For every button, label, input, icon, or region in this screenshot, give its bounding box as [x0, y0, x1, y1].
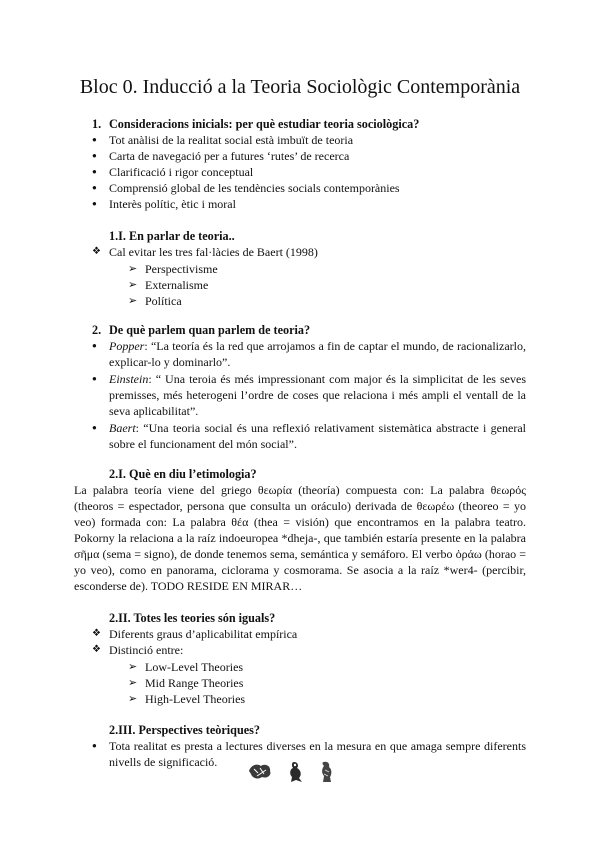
quote-item: [92, 338, 526, 370]
section-1-bullet-list: [92, 132, 532, 212]
etymology-paragraph: La palabra teoría viene del griego θεωρία (theoría) compuesta con: La palabra θεωρός (theoros = espectador, persona que consulta un oráculo) derivada de θεωρέω (theoreo = yo veo) formada con: La palabra θέα (thea = visión) que encontramos en la palabra teatro. Pokorny la relaciona a la raíz indoeuropea *dheja-, que también estaría presente en la palabra σῆμα (sema = signo), de donde tenemos sema, semántica y semáforo. El verbo ὁράω (horao = yo veo), como en panorama, ciclorama y cosmorama. Se asocia a la raíz *wer4- (percibir, esconderse de). TODO RESIDE EN MIRAR…: [74, 483, 526, 593]
list-item: ➢ Mid Range Theories: [128, 675, 428, 691]
quote-item: [92, 371, 526, 419]
quote-item: [92, 420, 526, 452]
list-item: ➢ Externalisme: [128, 277, 428, 293]
section-2-2-arrow-list: [128, 659, 428, 707]
section-2-quote-list: [92, 338, 526, 453]
ink-sketch-image-1: [245, 760, 275, 782]
quote-author: Einstein: [109, 372, 149, 386]
section-2-2-diamond-list: [92, 626, 532, 658]
list-item: ● Carta de navegació per a futures ‘rutes’ de recerca: [92, 148, 532, 164]
section-1-1-arrow-list: [128, 261, 428, 309]
quote-text: : “La teoría és la red que arrojamos a fin de captar el mundo, de racionalizarlo, explicar-lo y dominarlo”.: [109, 339, 526, 369]
list-item: ● Clarificació i rigor conceptual: [92, 164, 532, 180]
ink-sketch-image-3: [319, 760, 335, 784]
list-item: ➢ High-Level Theories: [128, 691, 428, 707]
quote-text: : “ Una teroia és més impressionant com major és la simplicitat de les seves premisses, més heterogeni l’ordre de coses que relaciona i més ampli el ventall de la seva aplicabilitat”.: [109, 372, 526, 418]
section-2-number: 2.: [92, 323, 102, 337]
section-2-title: De què parlem quan parlem de teoria?: [109, 323, 311, 337]
quote-author: Baert: [109, 421, 136, 435]
list-item: ● Interès polític, ètic i moral: [92, 196, 532, 212]
quote-text: : “Una teoria social és una reflexió relativament sistemàtica abstracte i general sobre el funcionament del món social”.: [109, 421, 526, 451]
section-2-1-heading: 2.I. Què en diu l’etimologia?: [109, 467, 257, 481]
quote-author: Popper: [109, 339, 145, 353]
list-item: ● Tot anàlisi de la realitat social està imbuït de teoria: [92, 132, 532, 148]
list-item: ❖ Diferents graus d’aplicabilitat empírica: [92, 626, 532, 642]
section-1-1-diamond-list: [92, 244, 532, 260]
section-1-title: Consideracions inicials: per què estudiar teoria sociològica?: [109, 117, 420, 131]
section-2-2-heading: 2.II. Totes les teories són iguals?: [109, 611, 276, 625]
section-1-1-heading: 1.I. En parlar de teoria..: [109, 229, 235, 243]
list-item: ❖ Cal evitar les tres fal·làcies de Baert (1998): [92, 244, 532, 260]
list-item: ● Tota realitat es presta a lectures diverses en la mesura en que amaga sempre diferents nivells de significació.: [92, 738, 526, 770]
page-title: Bloc 0. Inducció a la Teoria Sociològic Contemporània: [79, 76, 521, 98]
section-1-heading: [92, 116, 419, 132]
list-item: ➢ Política: [128, 293, 428, 309]
list-item: ● Comprensió global de les tendències socials contemporànies: [92, 180, 532, 196]
section-2-3-heading: 2.III. Perspectives teòriques?: [109, 723, 260, 737]
list-item: ❖ Distinció entre:: [92, 642, 532, 658]
list-item: ➢ Perspectivisme: [128, 261, 428, 277]
section-1-number: 1.: [92, 117, 102, 131]
section-2-heading: [92, 322, 310, 338]
list-item: ➢ Low-Level Theories: [128, 659, 428, 675]
section-2-3-bullet-list: [92, 738, 526, 770]
ink-sketch-image-2: [286, 760, 306, 784]
